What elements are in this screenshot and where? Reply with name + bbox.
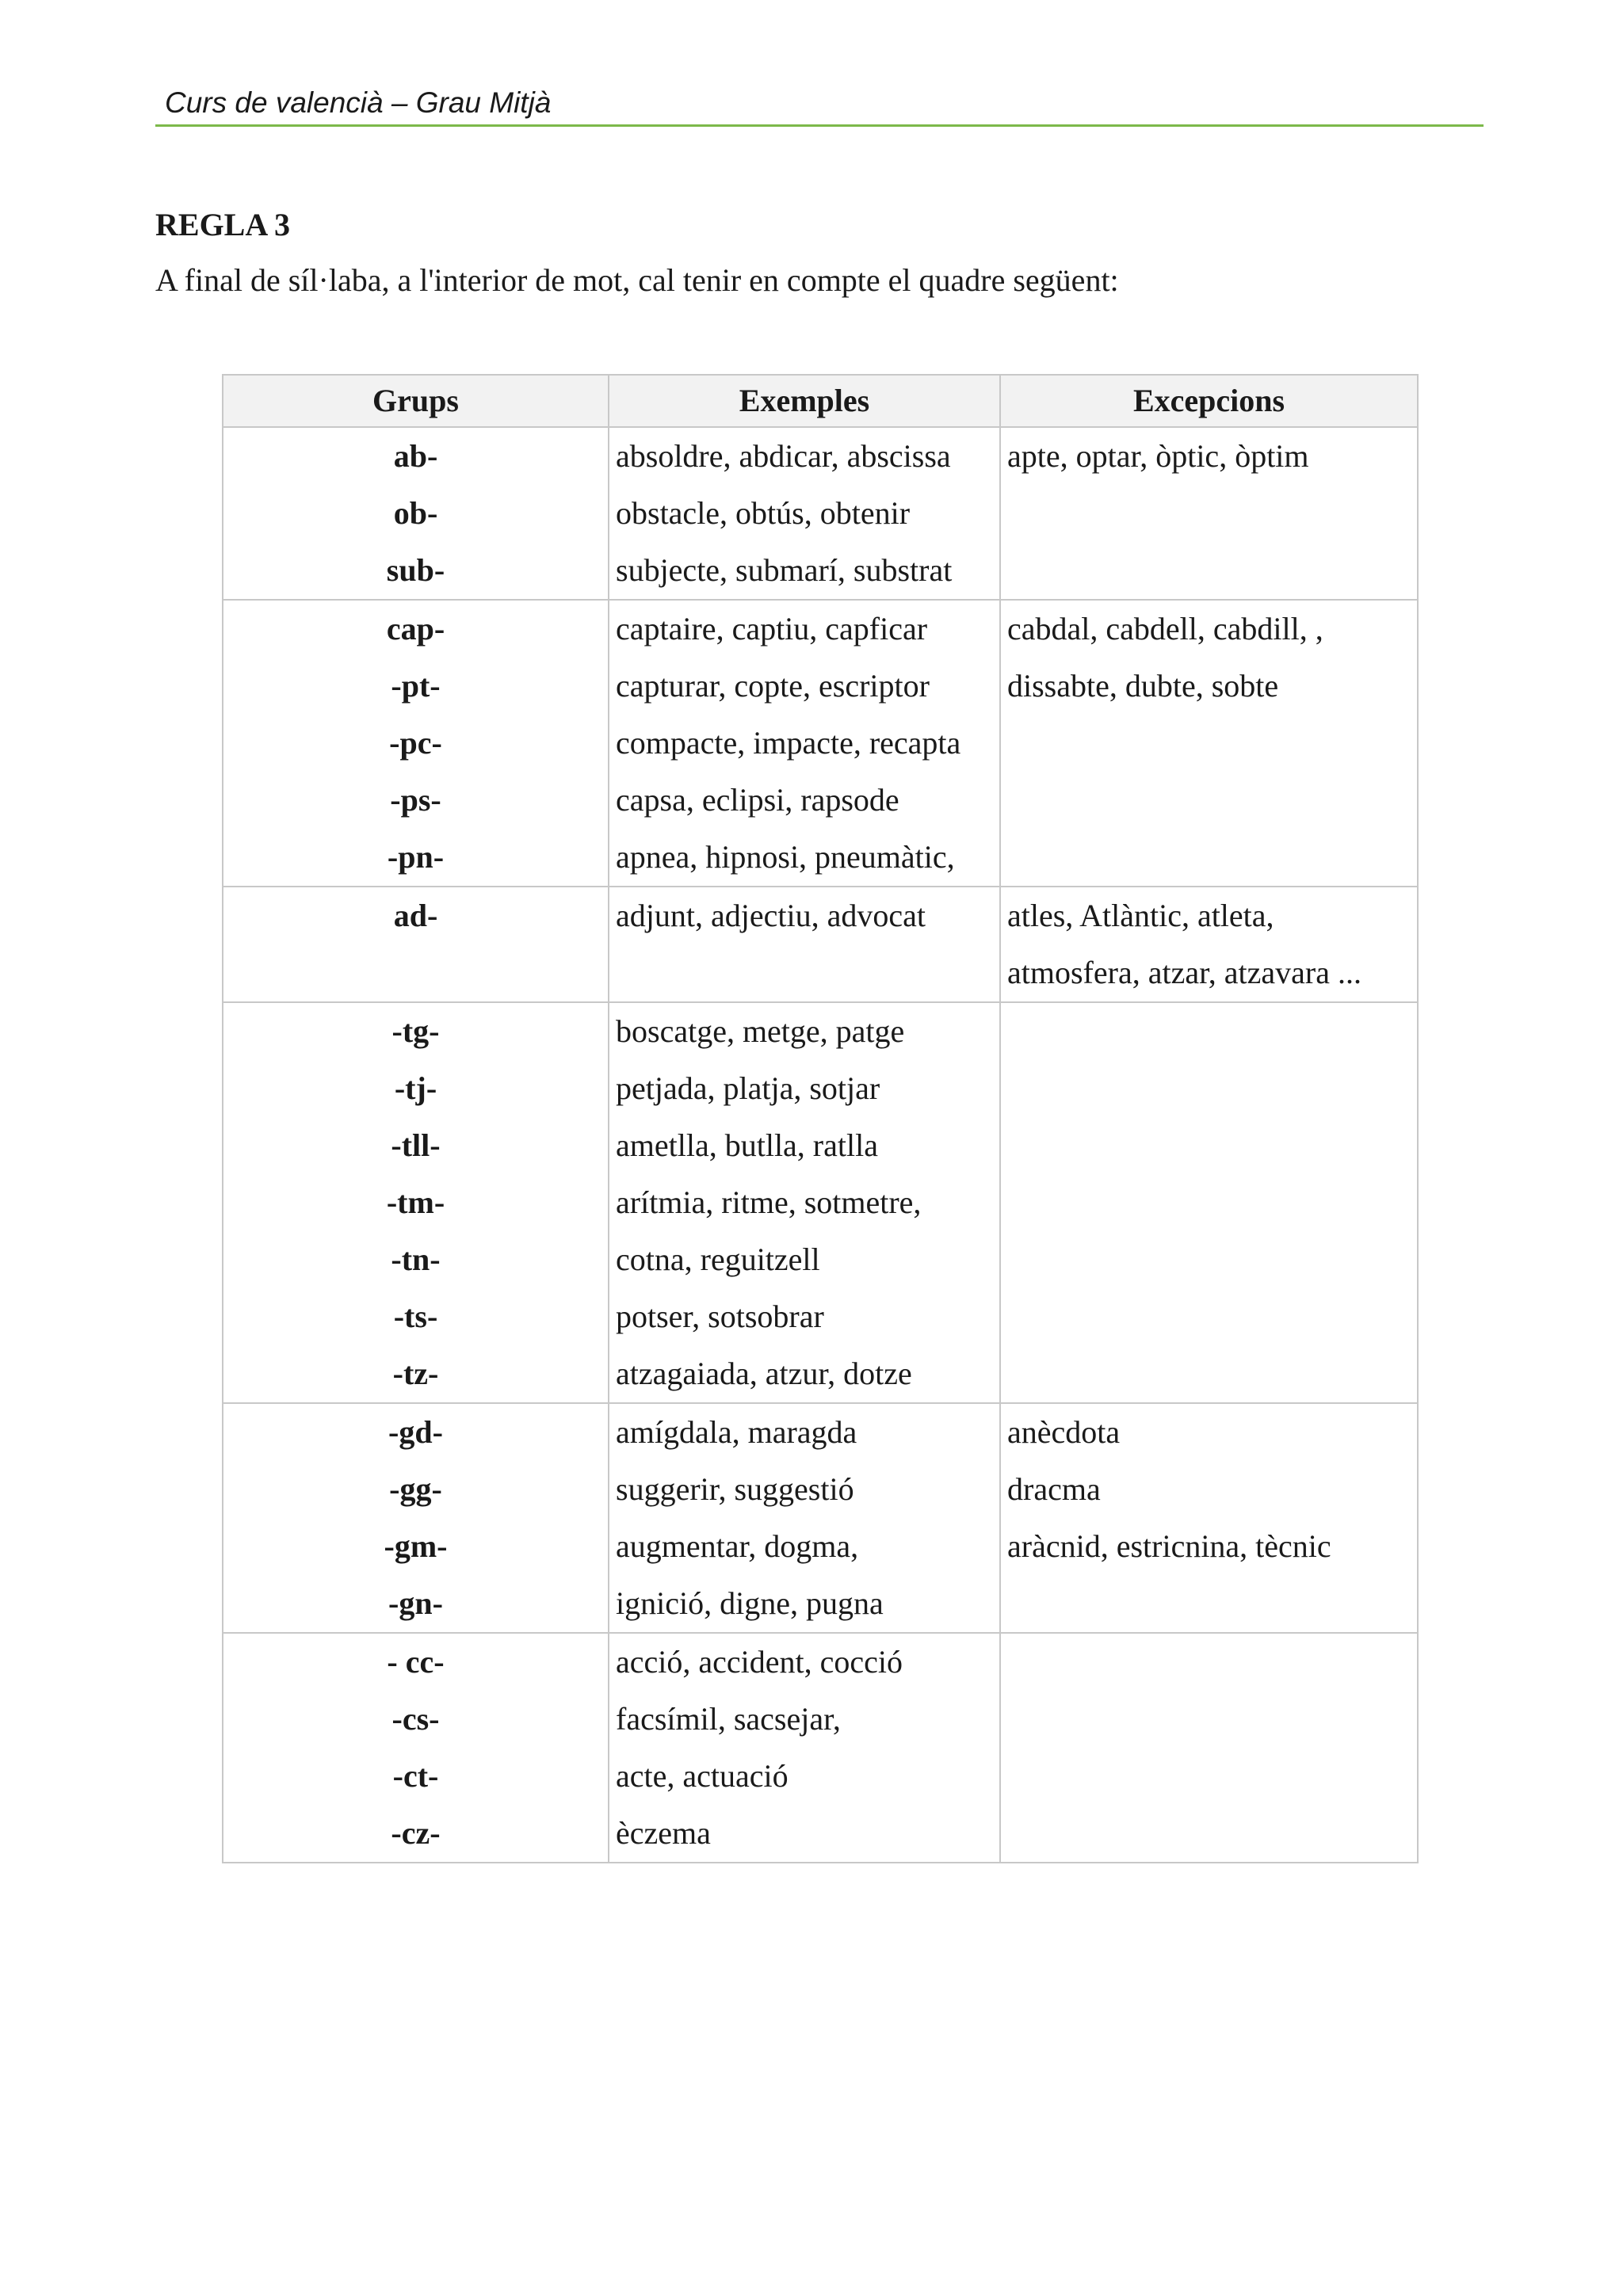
group-item: ab- <box>393 438 438 474</box>
example-line: apnea, hipnosi, pneumàtic, <box>616 839 955 875</box>
table-row <box>223 887 1418 1002</box>
example-line: absoldre, abdicar, abscissa <box>616 438 951 474</box>
group-item: -tll- <box>391 1127 441 1163</box>
examples-cell <box>609 1002 1000 1403</box>
table-row <box>223 1633 1418 1863</box>
examples-cell <box>609 887 1000 1002</box>
groups-cell <box>223 427 609 600</box>
group-item: -pt- <box>391 668 441 704</box>
document-header-title: Curs de valencià – Grau Mitjà <box>165 86 552 119</box>
example-line: èczema <box>616 1815 711 1851</box>
group-item: -cz- <box>391 1815 441 1851</box>
example-line: compacte, impacte, recapta <box>616 725 961 761</box>
group-item: -gd- <box>388 1414 443 1450</box>
group-item: -cs- <box>391 1701 440 1737</box>
groups-cell <box>223 1002 609 1403</box>
example-line: boscatge, metge, patge <box>616 1013 905 1049</box>
exception-line: dissabte, dubte, sobte <box>1007 668 1279 704</box>
example-line: amígdala, maragda <box>616 1414 857 1450</box>
example-line: cotna, reguitzell <box>616 1241 820 1277</box>
group-item: -tz- <box>392 1356 439 1391</box>
group-item: -tn- <box>391 1241 441 1277</box>
example-line: capsa, eclipsi, rapsode <box>616 782 899 818</box>
example-line: atzagaiada, atzur, dotze <box>616 1356 912 1391</box>
exceptions-cell <box>1000 1002 1418 1403</box>
table-row <box>223 427 1418 600</box>
table-header-row <box>223 375 1418 427</box>
example-line: arítmia, ritme, sotmetre, <box>616 1184 922 1220</box>
group-item: ad- <box>393 898 438 933</box>
groups-cell <box>223 887 609 1002</box>
example-line: captaire, captiu, capficar <box>616 611 928 646</box>
rules-table <box>222 374 1419 1863</box>
exceptions-cell <box>1000 887 1418 1002</box>
group-item: -pc- <box>389 725 442 761</box>
group-item: cap- <box>386 611 445 646</box>
exception-line: apte, optar, òptic, òptim <box>1007 438 1309 474</box>
group-item: -tj- <box>394 1070 437 1106</box>
group-item: -gg- <box>389 1471 442 1507</box>
example-line: facsímil, sacsejar, <box>616 1701 841 1737</box>
example-line: acte, actuació <box>616 1758 789 1794</box>
group-item: -ts- <box>393 1299 438 1334</box>
column-header-exceptions: Excepcions <box>1000 375 1418 427</box>
group-item: -gm- <box>384 1528 448 1564</box>
group-item: -ct- <box>392 1758 439 1794</box>
rule-intro: A final de síl·laba, a l'interior de mot, cal tenir en compte el quadre següent: <box>155 262 1119 298</box>
exceptions-cell <box>1000 1403 1418 1633</box>
exception-line: cabdal, cabdell, cabdill, , <box>1007 611 1323 646</box>
exceptions-cell <box>1000 600 1418 887</box>
group-item: ob- <box>393 495 438 531</box>
table-row <box>223 600 1418 887</box>
examples-cell <box>609 427 1000 600</box>
table-row <box>223 1403 1418 1633</box>
exception-line: anècdota <box>1007 1414 1121 1450</box>
group-item: -gn- <box>388 1585 443 1621</box>
group-item: sub- <box>386 552 445 588</box>
examples-cell <box>609 1633 1000 1863</box>
group-item: -tm- <box>386 1184 445 1220</box>
groups-cell <box>223 1403 609 1633</box>
groups-cell <box>223 600 609 887</box>
example-line: ametlla, butlla, ratlla <box>616 1127 878 1163</box>
example-line: suggerir, suggestió <box>616 1471 854 1507</box>
example-line: potser, sotsobrar <box>616 1299 824 1334</box>
column-header-groups: Grups <box>223 375 609 427</box>
example-line: petjada, platja, sotjar <box>616 1070 880 1106</box>
example-line: subjecte, submarí, substrat <box>616 552 953 588</box>
exception-line: aràcnid, estricnina, tècnic <box>1007 1528 1331 1564</box>
exceptions-cell <box>1000 1633 1418 1863</box>
example-line: augmentar, dogma, <box>616 1528 859 1564</box>
examples-cell <box>609 600 1000 887</box>
examples-cell <box>609 1403 1000 1633</box>
group-item: -pn- <box>387 839 445 875</box>
page-header <box>155 84 1484 127</box>
example-line: adjunt, adjectiu, advocat <box>616 898 926 933</box>
example-line: obstacle, obtús, obtenir <box>616 495 911 531</box>
example-line: capturar, copte, escriptor <box>616 668 930 704</box>
groups-cell <box>223 1633 609 1863</box>
group-item: -ps- <box>390 782 441 818</box>
table-row <box>223 1002 1418 1403</box>
exception-line: atmosfera, atzar, atzavara ... <box>1007 955 1361 990</box>
example-line: ignició, digne, pugna <box>616 1585 884 1621</box>
column-header-examples: Exemples <box>609 375 1000 427</box>
group-item: - cc- <box>387 1644 445 1680</box>
rules-table-body <box>223 427 1418 1863</box>
example-line: acció, accident, cocció <box>616 1644 903 1680</box>
rule-heading: REGLA 3 <box>155 207 291 242</box>
exceptions-cell <box>1000 427 1418 600</box>
exception-line: dracma <box>1007 1471 1101 1507</box>
group-item: -tg- <box>391 1013 440 1049</box>
exception-line: atles, Atlàntic, atleta, <box>1007 898 1274 933</box>
